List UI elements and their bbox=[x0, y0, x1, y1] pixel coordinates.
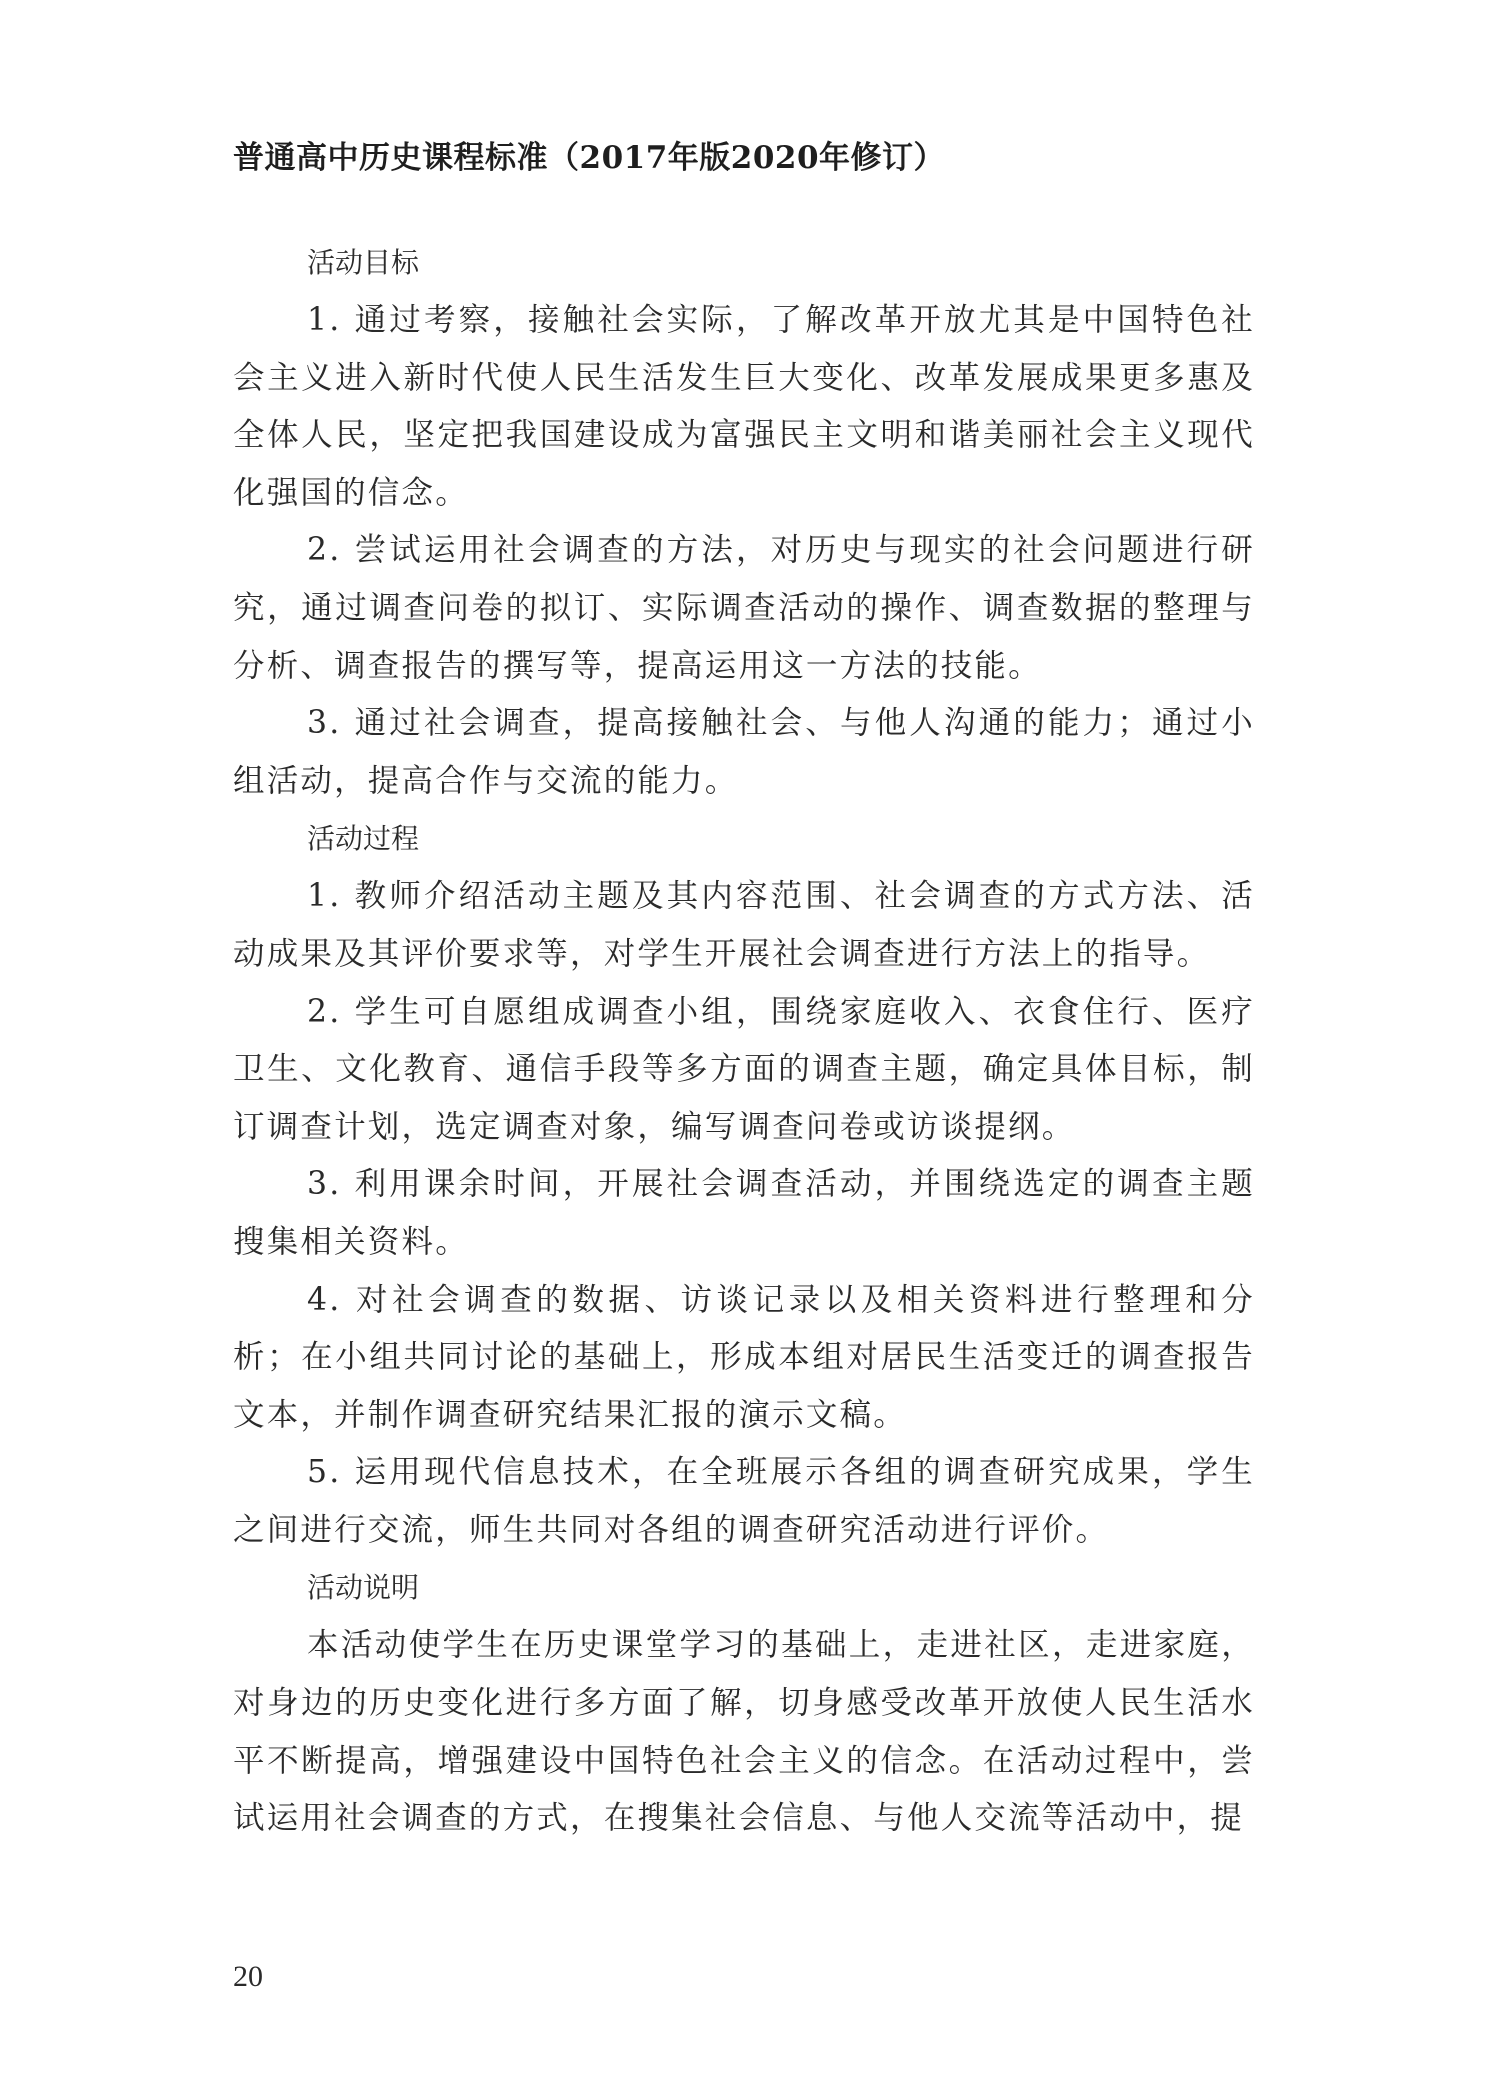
process-paragraph-5: 5. 运用现代信息技术，在全班展示各组的调查研究成果，学生之间进行交流，师生共同对各组的调查研究活动进行评价。 bbox=[233, 1454, 1255, 1548]
goals-paragraph-3: 3. 通过社会调查，提高接触社会、与他人沟通的能力；通过小组活动，提高合作与交流的能力。 bbox=[233, 705, 1255, 799]
section-heading-notes: 活动说明 bbox=[307, 1571, 420, 1605]
process-paragraph-4: 4. 对社会调查的数据、访谈记录以及相关资料进行整理和分析；在小组共同讨论的基础上，形成本组对居民生活变迁的调查报告文本，并制作调查研究结果汇报的演示文稿。 bbox=[233, 1281, 1255, 1433]
notes-paragraph-1: 本活动使学生在历史课堂学习的基础上，走进社区，走进家庭，对身边的历史变化进行多方面了解，切身感受改革开放使人民生活水平不断提高，增强建设中国特色社会主义的信念。在活动过程中，尝试运用社会调查的方式，在搜集社会信息、与他人交流等活动中，提 bbox=[233, 1627, 1255, 1837]
process-paragraph-3: 3. 利用课余时间，开展社会调查活动，并围绕选定的调查主题搜集相关资料。 bbox=[233, 1166, 1255, 1260]
process-paragraph-1: 1. 教师介绍活动主题及其内容范围、社会调查的方式方法、活动成果及其评价要求等，对学生开展社会调查进行方法上的指导。 bbox=[233, 878, 1255, 972]
section-heading-goals: 活动目标 bbox=[307, 246, 420, 279]
page-header-title: 普通高中历史课程标准（2017年版2020年修订） bbox=[233, 140, 946, 176]
goals-paragraph-2: 2. 尝试运用社会调查的方法，对历史与现实的社会问题进行研究，通过调查问卷的拟订、实际调查活动的操作、调查数据的整理与分析、调查报告的撰写等，提高运用这一方法的技能。 bbox=[233, 532, 1255, 684]
page-number: 20 bbox=[233, 1960, 263, 1993]
section-heading-process: 活动过程 bbox=[307, 822, 420, 856]
process-paragraph-2: 2. 学生可自愿组成调查小组，围绕家庭收入、衣食住行、医疗卫生、文化教育、通信手段等多方面的调查主题，确定具体目标，制订调查计划，选定调查对象，编写调查问卷或访谈提纲。 bbox=[233, 993, 1255, 1145]
page-body bbox=[233, 234, 1255, 1848]
goals-paragraph-1: 1. 通过考察，接触社会实际，了解改革开放尤其是中国特色社会主义进入新时代使人民生活发生巨大变化、改革发展成果更多惠及全体人民，坚定把我国建设成为富强民主文明和谐美丽社会主义现代化强国的信念。 bbox=[233, 302, 1255, 511]
